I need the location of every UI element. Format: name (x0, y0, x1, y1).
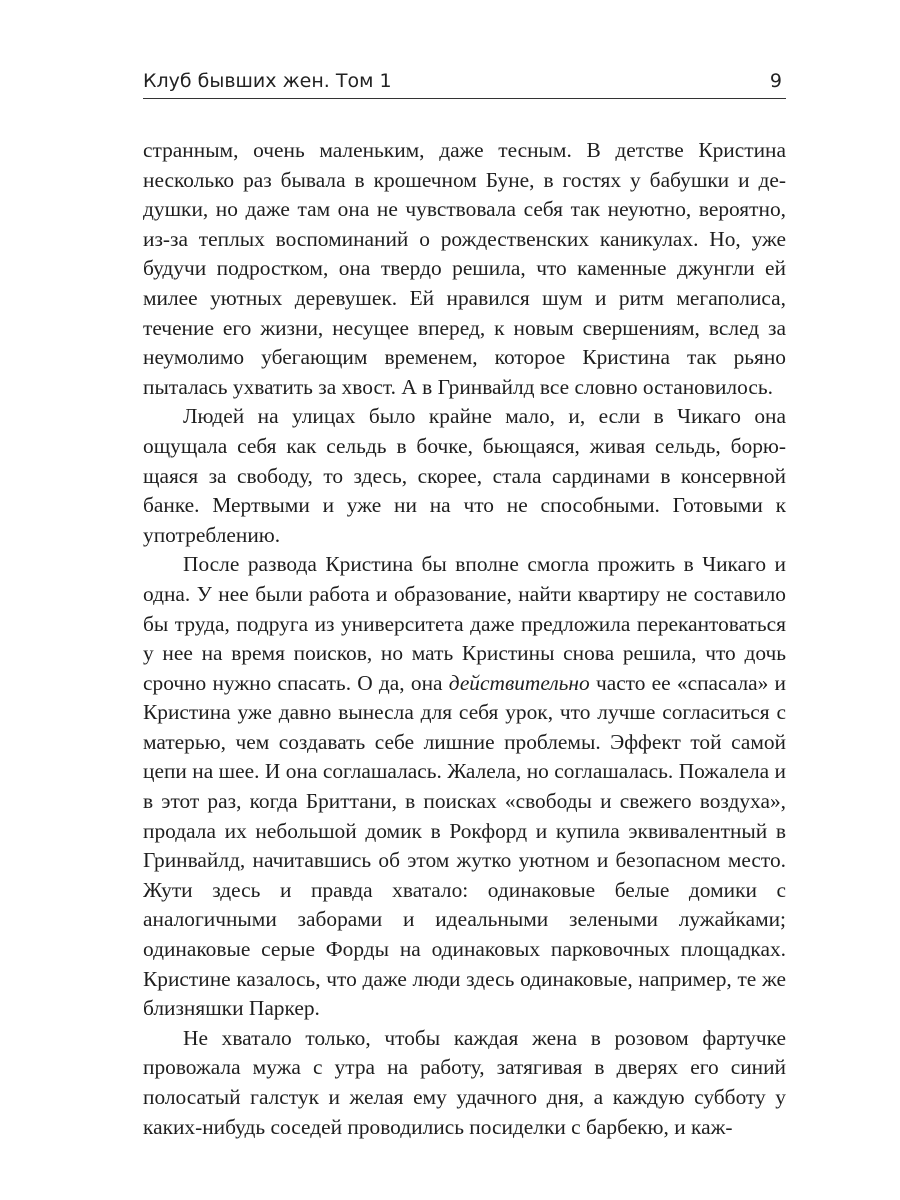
paragraph-1: странным, очень маленьким, даже тесным. В детстве Кристина несколько раз бывала в крошечном Буне, в гостях у бабушки и дедушки, но даже там она не чувствовала себя так неуютно, вероятно, из-за теплых воспоминаний о рождественских каникулах. Но, уже будучи подростком, она твердо решила, что каменные джунгли ей милее уютных деревушек. Ей нравился шум и ритм мегаполиса, течение его жизни, несущее вперед, к новым свершениям, вслед за неумолимо убегающим временем, которое Кристина так рьяно пыталась ухватить за хвост. А в Гринвайлд все словно остановилось. (143, 138, 786, 399)
emphasized-word: действительно (448, 670, 590, 695)
paragraph-2: Людей на улицах было крайне мало, и, если в Чикаго она ощущала себя как сельдь в бочке, бьющаяся, живая сельдь, борющаяся за свободу, то здесь, скорее, стала сардинами в консервной банке. Мертвыми и уже ни на что не способными. Готовыми к употреблению. (143, 404, 786, 547)
paragraph-4: Не хватало только, чтобы каждая жена в розовом фартучке провожала мужа с утра на работу, затягивая в дверях его синий полосатый галстук и желая ему удачного дня, а каждую субботу у каких-нибудь соседей проводились посиделки с барбекю, и каж- (143, 1025, 786, 1139)
book-title: Клуб бывших жен. Том 1 (143, 70, 392, 92)
paragraph-3-end: часто ее «спасала» и Кристина уже давно вынесла для себя урок, что лучше согласиться с матерью, чем создавать себе лишние проблемы. Эффект той самой цепи на шее. И она соглашалась. Жалела, но соглашалась. Пожалела и в этот раз, когда Бриттани, в поисках «свободы и свежего воздуха», продала их небольшой домик в Рокфорд и купила эквивалентный в Гринвайлд, начитавшись об этом жутко уютном и безопасном место. Жути здесь и правда хватало: одинаковые белые домики с аналогичными заборами и идеальными зелеными лужайками; одинаковые серые Форды на одинаковых парковочных площадках. Кристине казалось, что даже люди здесь одинаковые, например, те же близняшки Паркер. (143, 670, 786, 1021)
body-text (143, 136, 786, 1142)
page-number: 9 (769, 70, 782, 92)
paragraph-3-start: После развода Кристина бы вполне смогла прожить в Чикаго и одна. У нее были работа и образование, найти квартиру не составило бы труда, подруга из университета даже предложила перекантоваться у нее на время поисков, но мать Кристины снова решила, что дочь срочно нужно спасать. О да, она (143, 552, 786, 695)
paragraph-3 (143, 550, 786, 1024)
running-header (143, 70, 786, 99)
